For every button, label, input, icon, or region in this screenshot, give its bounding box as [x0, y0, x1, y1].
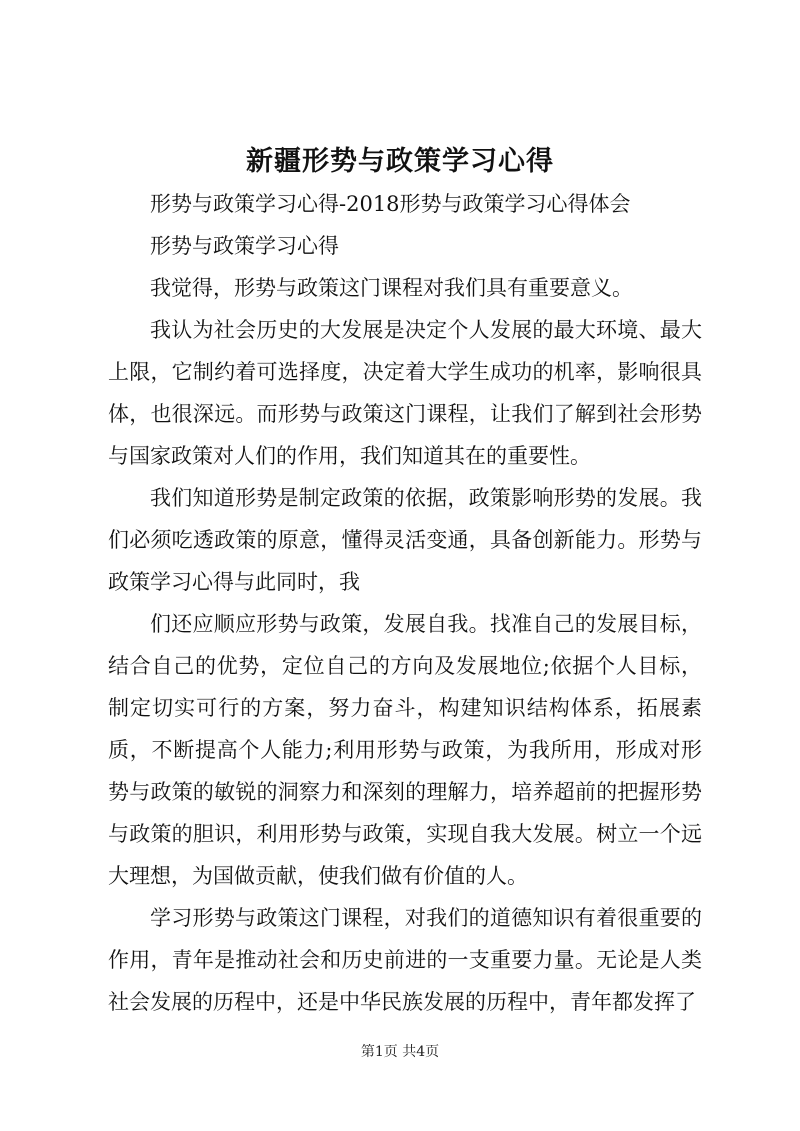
paragraph-subtitle: 形势与政策学习心得-2018形势与政策学习心得体会 [150, 192, 631, 216]
paragraph-intro: 我觉得，形势与政策这门课程对我们具有重要意义。 [150, 276, 633, 300]
paragraph-body-2: 我们知道形势是制定政策的依据，政策影响形势的发展。我们必须吃透政策的原意，懂得灵活变通，具备创新能力。形势与政策学习心得与此同时，我 [108, 486, 702, 594]
paragraph-body-3: 们还应顺应形势与政策，发展自我。找准自己的发展目标，结合自己的优势，定位自己的方向及发展地位;依据个人目标，制定切实可行的方案，努力奋斗，构建知识结构体系，拓展素质，不断提高个人能力;利用形势与政策，为我所用，形成对形势与政策的敏锐的洞察力和深刻的理解力，培养超前的把握形势与政策的胆识，利用形势与政策，实现自我大发展。树立一个远大理想，为国做贡献，使我们做有价值的人。 [108, 612, 702, 888]
paragraph-body-4: 学习形势与政策这门课程，对我们的道德知识有着很重要的作用，青年是推动社会和历史前进的一支重要力量。无论是人类社会发展的历程中，还是中华民族发展的历程中，青年都发挥了 [108, 906, 702, 1014]
document-body [108, 183, 702, 1023]
page-number-footer: 第1页 共4页 [360, 1044, 440, 1060]
paragraph-body-1: 我认为社会历史的大发展是决定个人发展的最大环境、最大上限，它制约着可选择度，决定着大学生成功的机率，影响很具体，也很深远。而形势与政策这门课程，让我们了解到社会形势与国家政策对人们的作用，我们知道其在的重要性。 [108, 318, 702, 468]
document-title: 新疆形势与政策学习心得 [246, 146, 554, 177]
paragraph-heading: 形势与政策学习心得 [150, 234, 339, 258]
